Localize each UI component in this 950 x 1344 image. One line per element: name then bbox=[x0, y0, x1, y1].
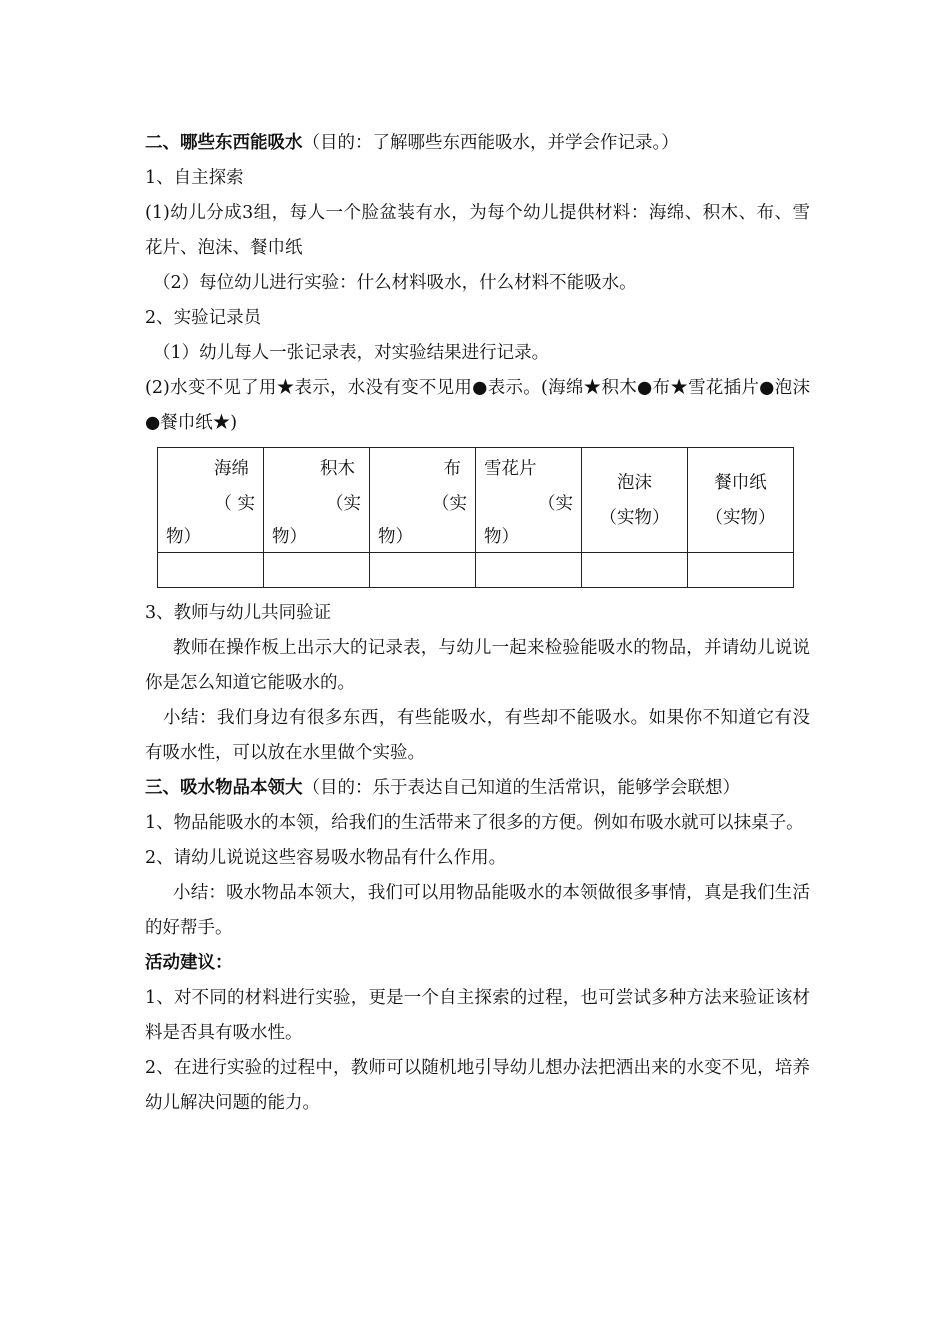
step3-paragraph: 教师在操作板上出示大的记录表，与幼儿一起来检验能吸水的物品，并请幼儿说说你是怎么知道它能吸水的。 bbox=[145, 638, 810, 693]
result-cell[interactable] bbox=[688, 553, 794, 588]
result-cell[interactable] bbox=[264, 553, 370, 588]
result-cell[interactable] bbox=[582, 553, 688, 588]
header-cell-label: 泡沫 bbox=[617, 473, 652, 493]
section2-heading-bold: 二、哪些东西能吸水 bbox=[145, 133, 303, 153]
header-cell-note: （实 bbox=[326, 494, 361, 514]
header-cell-snowflake bbox=[476, 448, 582, 553]
header-cell-label: 海绵 bbox=[214, 459, 249, 479]
header-cell-note: （实物） bbox=[705, 508, 776, 528]
step1-item2: （2）每位幼儿进行实验：什么材料吸水，什么材料不能吸水。 bbox=[153, 273, 637, 293]
step2-title: 2、实验记录员 bbox=[145, 308, 262, 328]
header-cell-note: （实 bbox=[538, 494, 573, 514]
section3-item1: 1、物品能吸水的本领，给我们的生活带来了很多的方便。例如布吸水就可以抹桌子。 bbox=[145, 813, 804, 833]
suggestion-item2: 2、在进行实验的过程中，教师可以随机地引导幼儿想办法把洒出来的水变不见，培养幼儿解决问题的能力。 bbox=[145, 1058, 810, 1113]
step1-item1: (1)幼儿分成3组，每人一个脸盆装有水，为每个幼儿提供材料：海绵、积木、布、雪花片、泡沫、餐巾纸 bbox=[145, 203, 810, 258]
suggestions-heading: 活动建议： bbox=[145, 953, 233, 973]
header-cell-sponge bbox=[158, 448, 264, 553]
step3-summary: 小结：我们身边有很多东西，有些能吸水，有些却不能吸水。如果你不知道它有没有吸水性，可以放在水里做个实验。 bbox=[145, 708, 810, 763]
suggestion-item1: 1、对不同的材料进行实验，更是一个自主探索的过程，也可尝试多种方法来验证该材料是否具有吸水性。 bbox=[145, 988, 810, 1043]
header-cell-label: 积木 bbox=[320, 459, 355, 479]
step3-title: 3、教师与幼儿共同验证 bbox=[145, 603, 332, 623]
section3-heading bbox=[145, 771, 810, 806]
header-cell-cloth bbox=[370, 448, 476, 553]
header-cell-note: （实物） bbox=[599, 508, 670, 528]
section3-heading-goal: （目的：乐于表达自己知道的生活常识，能够学会联想） bbox=[302, 778, 740, 798]
step2-item1: （1）幼儿每人一张记录表，对实验结果进行记录。 bbox=[153, 343, 550, 363]
section2-heading bbox=[145, 126, 810, 161]
header-cell-note: （实 bbox=[432, 494, 467, 514]
result-cell[interactable] bbox=[370, 553, 476, 588]
header-cell-note-end: 物） bbox=[378, 527, 413, 547]
section2-heading-goal: （目的：了解哪些东西能吸水，并学会作记录。） bbox=[302, 133, 679, 153]
record-table bbox=[157, 447, 794, 588]
section3-heading-bold: 三、吸水物品本领大 bbox=[145, 778, 303, 798]
header-cell-note-end: 物） bbox=[484, 527, 519, 547]
document-page bbox=[145, 126, 810, 1121]
header-cell-label: 餐巾纸 bbox=[714, 473, 767, 493]
header-cell-note: （ 实 bbox=[214, 494, 255, 514]
step1-title: 1、自主探索 bbox=[145, 168, 244, 188]
section3-item2: 2、请幼儿说说这些容易吸水物品有什么作用。 bbox=[145, 848, 507, 868]
header-cell-label: 布 bbox=[443, 459, 461, 479]
section3-summary: 小结：吸水物品本领大，我们可以用物品能吸水的本领做很多事情，真是我们生活的好帮手。 bbox=[145, 883, 810, 938]
header-cell-blocks bbox=[264, 448, 370, 553]
result-cell[interactable] bbox=[476, 553, 582, 588]
result-cell[interactable] bbox=[158, 553, 264, 588]
step2-item2: (2)水变不见了用★表示，水没有变不见用●表示。(海绵★积木●布★雪花插片●泡沫●餐巾纸★) bbox=[145, 378, 810, 433]
header-cell-napkin bbox=[688, 448, 794, 553]
header-cell-foam bbox=[582, 448, 688, 553]
record-table-header-row bbox=[158, 448, 794, 553]
record-table-result-row bbox=[158, 553, 794, 588]
header-cell-note-end: 物） bbox=[166, 527, 201, 547]
header-cell-label: 雪花片 bbox=[484, 459, 537, 479]
header-cell-note-end: 物） bbox=[272, 527, 307, 547]
